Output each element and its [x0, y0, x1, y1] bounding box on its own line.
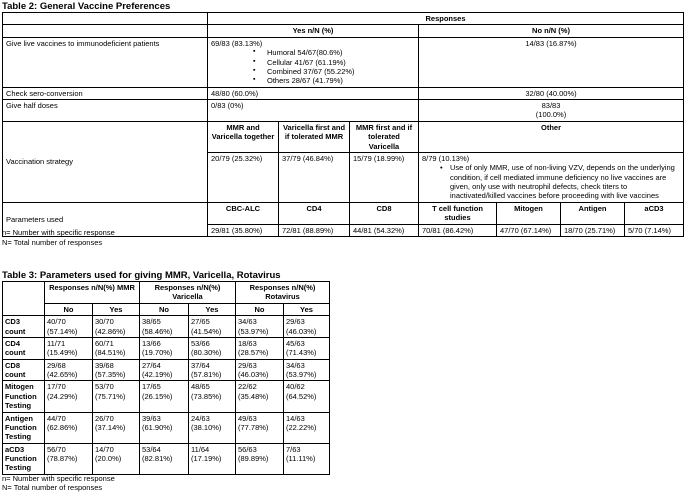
cell: 39/68 (57.35%) — [93, 359, 140, 381]
table-row — [3, 100, 684, 122]
cell: 22/62 (35.48%) — [236, 381, 284, 412]
cell: 24/63 (38.10%) — [189, 412, 236, 443]
table2-note-n: n= Number with specific response — [2, 228, 115, 237]
cell: 45/63 (71.43%) — [284, 337, 330, 359]
cell: 38/65 (58.46%) — [140, 316, 189, 338]
list-item: ▪ Combined 37/67 (55.22%) — [267, 67, 415, 76]
table-row — [3, 87, 684, 99]
parameter-header: CBC-ALC — [208, 202, 279, 224]
yes-label: Yes — [284, 303, 330, 315]
parameter-header: Antigen — [561, 202, 625, 224]
table-row — [3, 443, 330, 474]
cell: 26/70 (37.14%) — [93, 412, 140, 443]
cell: 34/63 (53.97%) — [236, 316, 284, 338]
cell: 11/64 (17.19%) — [189, 443, 236, 474]
no-label: No — [236, 303, 284, 315]
cell: 27/65 (41.54%) — [189, 316, 236, 338]
cell: 17/70 (24.29%) — [45, 381, 93, 412]
row-label: Parameters used — [3, 202, 208, 236]
row-label: Give live vaccines to immunodeficient patients — [3, 37, 208, 87]
row-label: CD3 count — [3, 316, 45, 338]
strategy-value: 20/79 (25.32%) — [208, 152, 279, 202]
cell: 56/70 (78.87%) — [45, 443, 93, 474]
cell: 40/62 (64.52%) — [284, 381, 330, 412]
row-label: Antigen Function Testing — [3, 412, 45, 443]
half-no-count: 83/83 — [541, 101, 561, 110]
table-row — [3, 316, 330, 338]
cell: 18/63 (28.57%) — [236, 337, 284, 359]
cell: 49/63 (77.78%) — [236, 412, 284, 443]
row-label: aCD3 Function Testing — [3, 443, 45, 474]
strategy-value: 15/79 (18.99%) — [350, 152, 419, 202]
cell: 29/68 (42.65%) — [45, 359, 93, 381]
parameter-header: CD8 — [350, 202, 419, 224]
list-item: ▪ Cellular 41/67 (61.19%) — [267, 58, 415, 67]
live-yes-value: 69/83 (83.13%) — [211, 38, 263, 48]
cell: 13/66 (19.70%) — [140, 337, 189, 359]
strategy-header: Other — [419, 121, 684, 152]
varicella-header: Responses n/N(%) Varicella — [140, 282, 236, 304]
parameter-value: 18/70 (25.71%) — [561, 224, 625, 236]
mmr-header: Responses n/N(%) MMR — [45, 282, 140, 304]
table-row — [3, 37, 684, 87]
cell: 60/71 (84.51%) — [93, 337, 140, 359]
live-no-value: 14/83 (16.87%) — [419, 37, 684, 87]
table3-note-n: n= Number with specific response — [2, 474, 115, 483]
table-row — [3, 412, 330, 443]
table3-title: Table 3: Parameters used for giving MMR, Varicella, Rotavirus — [2, 270, 281, 281]
parameter-header: aCD3 — [625, 202, 684, 224]
cell: 53/64 (82.81%) — [140, 443, 189, 474]
strategy-header: MMR and Varicella together — [208, 121, 279, 152]
table2-title: Table 2: General Vaccine Preferences — [2, 1, 171, 12]
row-label: Mitogen Function Testing — [3, 381, 45, 412]
responses-header: Responses — [208, 13, 684, 25]
parameter-header: CD4 — [279, 202, 350, 224]
half-no-percent: (100.0%) — [535, 110, 567, 120]
strategy-header: MMR first and if tolerated Varicella — [350, 121, 419, 152]
cell: 48/65 (73.85%) — [189, 381, 236, 412]
cell: 14/70 (20.0%) — [93, 443, 140, 474]
strategy-other-note: • Use of only MMR, use of non-living VZV, depends on the underlying condition, if cell mediated immune deficiency no live vaccines are given, only use with neutrophil defects, check titers to inactivated/killed vaccines before proceeding with live vaccines — [422, 163, 680, 201]
cell: 30/70 (42.86%) — [93, 316, 140, 338]
parameter-value: 72/81 (88.89%) — [279, 224, 350, 236]
strategy-value: 37/79 (46.84%) — [279, 152, 350, 202]
row-label: Give half doses — [3, 100, 208, 122]
yes-label: Yes — [189, 303, 236, 315]
cell: 29/63 (46.03%) — [284, 316, 330, 338]
table2-note-total: N= Total number of responses — [2, 238, 103, 247]
rotavirus-header: Responses n/N(%) Rotavirus — [236, 282, 330, 304]
table2 — [2, 12, 684, 237]
cell: 34/63 (53.97%) — [284, 359, 330, 381]
strategy-header: Varicella first and if tolerated MMR — [279, 121, 350, 152]
row-label: CD8 count — [3, 359, 45, 381]
list-item: ▪ Humoral 54/67(80.6%) — [267, 48, 415, 57]
no-header: No n/N (%) — [419, 25, 684, 37]
row-label: Check sero-conversion — [3, 87, 208, 99]
parameter-value: 5/70 (7.14%) — [625, 224, 684, 236]
table-row — [3, 337, 330, 359]
cell: 11/71 (15.49%) — [45, 337, 93, 359]
cell: 27/64 (42.19%) — [140, 359, 189, 381]
cell: 29/63 (46.03%) — [236, 359, 284, 381]
cell: 14/63 (22.22%) — [284, 412, 330, 443]
cell: 53/70 (75.71%) — [93, 381, 140, 412]
parameter-value: 70/81 (86.42%) — [419, 224, 497, 236]
cell: 40/70 (57.14%) — [45, 316, 93, 338]
yes-label: Yes — [93, 303, 140, 315]
parameter-header: T cell function studies — [419, 202, 497, 224]
cell: 44/70 (62.86%) — [45, 412, 93, 443]
table-row — [3, 121, 684, 152]
parameter-value: 47/70 (67.14%) — [497, 224, 561, 236]
half-yes-value: 0/83 (0%) — [208, 100, 419, 122]
strategy-value: 8/79 (10.13%) — [422, 153, 470, 163]
table3 — [2, 281, 330, 475]
no-label: No — [45, 303, 93, 315]
row-label: Vaccination strategy — [3, 121, 208, 202]
parameter-header: Mitogen — [497, 202, 561, 224]
cell: 37/64 (57.81%) — [189, 359, 236, 381]
parameter-value: 29/81 (35.80%) — [208, 224, 279, 236]
cell: 56/63 (89.89%) — [236, 443, 284, 474]
table-row — [3, 359, 330, 381]
no-label: No — [140, 303, 189, 315]
live-subitems — [211, 48, 415, 86]
table-row — [3, 202, 684, 224]
sero-no-value: 32/80 (40.00%) — [419, 87, 684, 99]
sero-yes-value: 48/80 (60.0%) — [208, 87, 419, 99]
row-label: CD4 count — [3, 337, 45, 359]
cell: 7/63 (11.11%) — [284, 443, 330, 474]
table3-note-total: N= Total number of responses — [2, 483, 103, 492]
list-item: ▪ Others 28/67 (41.79%) — [267, 76, 415, 85]
table-row — [3, 381, 330, 412]
cell: 53/66 (80.30%) — [189, 337, 236, 359]
cell: 17/65 (26.15%) — [140, 381, 189, 412]
parameter-value: 44/81 (54.32%) — [350, 224, 419, 236]
yes-header: Yes n/N (%) — [208, 25, 419, 37]
cell: 39/63 (61.90%) — [140, 412, 189, 443]
